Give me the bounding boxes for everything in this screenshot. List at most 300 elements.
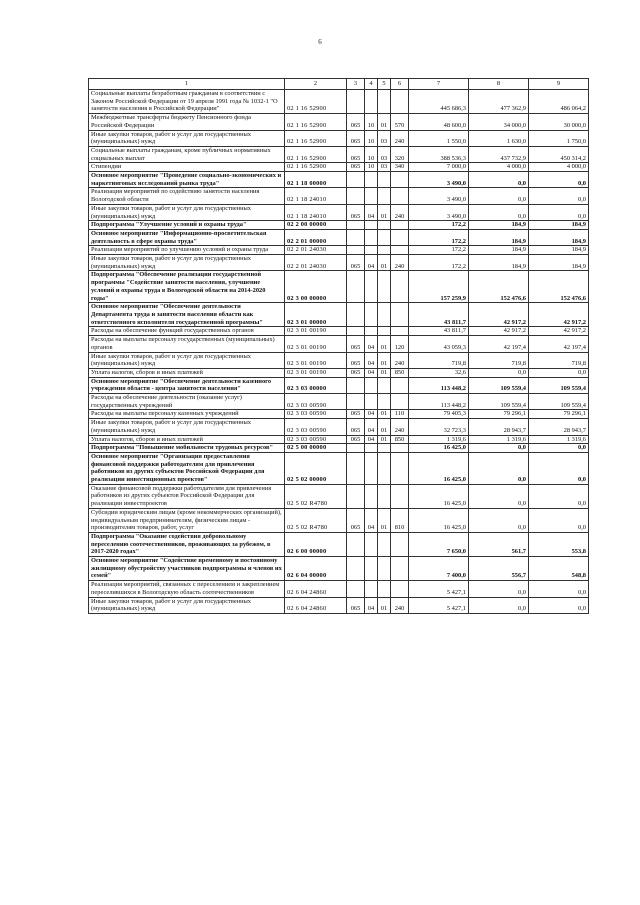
row-amount-3: 42 197,4: [529, 336, 589, 352]
row-code: 02 5 00 00000: [285, 444, 347, 453]
row-amount-1: 172,2: [409, 255, 469, 271]
row-expense-type: 240: [391, 597, 409, 613]
row-amount-1: 1 550,0: [409, 130, 469, 146]
row-ministry: [347, 246, 365, 255]
row-amount-2: 0,0: [469, 444, 529, 453]
row-code: 02 3 03 00590: [285, 435, 347, 444]
table-row: [89, 255, 589, 271]
row-section: 10: [365, 146, 378, 162]
row-code: 02 3 01 00190: [285, 327, 347, 336]
row-subsection: [378, 271, 391, 303]
row-ministry: [347, 557, 365, 581]
row-name: Оказание финансовой поддержки работодателям для привлечения работников из других субъектов Российской Федерации для реализации инвестпроектов: [89, 484, 285, 508]
row-ministry: 065: [347, 368, 365, 377]
row-code: 02 1 16 52900: [285, 130, 347, 146]
row-expense-type: [391, 377, 409, 393]
row-subsection: 01: [378, 435, 391, 444]
row-name: Подпрограмма "Обеспечение реализации государственной программы "Содействие занятости населения, улучшение условий и охраны труда в Вологодской области на 2014-2020 годы": [89, 271, 285, 303]
row-name: Реализация мероприятий по улучшению условий и охраны труда: [89, 246, 285, 255]
row-ministry: [347, 271, 365, 303]
row-section: 10: [365, 163, 378, 172]
row-amount-1: 172,2: [409, 246, 469, 255]
row-amount-1: 113 448,2: [409, 394, 469, 410]
row-expense-type: 240: [391, 130, 409, 146]
row-amount-3: 719,8: [529, 352, 589, 368]
row-section: [365, 327, 378, 336]
row-code: 02 2 01 24030: [285, 246, 347, 255]
row-amount-1: 16 425,0: [409, 444, 469, 453]
row-section: [365, 246, 378, 255]
row-ministry: 065: [347, 336, 365, 352]
row-expense-type: [391, 271, 409, 303]
row-amount-3: 152 476,6: [529, 271, 589, 303]
row-code: 02 6 04 00000: [285, 557, 347, 581]
row-expense-type: [391, 452, 409, 484]
row-code: 02 3 01 00000: [285, 303, 347, 327]
row-amount-3: 0,0: [529, 368, 589, 377]
row-subsection: 01: [378, 352, 391, 368]
row-ministry: 065: [347, 597, 365, 613]
row-section: [365, 444, 378, 453]
table-row: [89, 163, 589, 172]
row-name: Подпрограмма "Повышение мобильности трудовых ресурсов": [89, 444, 285, 453]
row-section: 04: [365, 352, 378, 368]
table-row: [89, 532, 589, 556]
row-subsection: 01: [378, 114, 391, 130]
row-section: [365, 229, 378, 245]
row-amount-3: 0,0: [529, 172, 589, 188]
row-expense-type: [391, 229, 409, 245]
row-code: 02 3 03 00000: [285, 377, 347, 393]
row-name: Иные закупки товаров, работ и услуг для государственных (муниципальных) нужд: [89, 255, 285, 271]
row-amount-1: 157 259,9: [409, 271, 469, 303]
row-section: 10: [365, 130, 378, 146]
row-subsection: [378, 188, 391, 204]
row-amount-3: 450 314,2: [529, 146, 589, 162]
row-amount-3: 184,9: [529, 255, 589, 271]
row-amount-3: 28 943,7: [529, 419, 589, 435]
row-amount-1: 1 319,6: [409, 435, 469, 444]
table-row: [89, 221, 589, 230]
row-section: [365, 303, 378, 327]
row-code: 02 6 04 24860: [285, 597, 347, 613]
row-subsection: [378, 452, 391, 484]
row-amount-1: 388 536,3: [409, 146, 469, 162]
row-section: 10: [365, 114, 378, 130]
row-amount-3: 0,0: [529, 188, 589, 204]
row-amount-2: 477 362,9: [469, 90, 529, 114]
row-section: [365, 221, 378, 230]
row-code: 02 1 16 52900: [285, 163, 347, 172]
row-expense-type: 240: [391, 419, 409, 435]
row-name: Иные закупки товаров, работ и услуг для государственных (муниципальных) нужд: [89, 352, 285, 368]
row-section: [365, 581, 378, 597]
row-amount-3: 0,0: [529, 204, 589, 220]
row-subsection: 01: [378, 255, 391, 271]
table-row: [89, 327, 589, 336]
row-subsection: 01: [378, 508, 391, 532]
table-row: [89, 114, 589, 130]
row-amount-2: 437 732,9: [469, 146, 529, 162]
row-ministry: [347, 377, 365, 393]
row-subsection: [378, 581, 391, 597]
table-row: [89, 336, 589, 352]
row-code: 02 1 18 00000: [285, 172, 347, 188]
row-amount-1: 3 490,0: [409, 172, 469, 188]
row-amount-3: 184,9: [529, 229, 589, 245]
row-code: 02 3 00 00000: [285, 271, 347, 303]
row-amount-2: 0,0: [469, 368, 529, 377]
row-section: 04: [365, 508, 378, 532]
row-amount-1: 5 427,1: [409, 581, 469, 597]
row-amount-2: 0,0: [469, 508, 529, 532]
row-expense-type: 240: [391, 204, 409, 220]
row-name: Социальные выплаты безработным гражданам в соответствии с Законом Российской Федерации от 19 апреля 1991 года № 1032-1 "О занятости населения в Российской Федерации": [89, 90, 285, 114]
row-amount-3: 0,0: [529, 484, 589, 508]
table-row: [89, 303, 589, 327]
row-amount-2: 4 000,0: [469, 163, 529, 172]
row-amount-1: 7 650,0: [409, 532, 469, 556]
row-section: 04: [365, 597, 378, 613]
row-amount-2: 0,0: [469, 581, 529, 597]
table-row: [89, 435, 589, 444]
row-expense-type: 240: [391, 352, 409, 368]
row-name: Основное мероприятие "Обеспечение деятельности казенного учреждения области - центра занятости населения": [89, 377, 285, 393]
row-amount-1: 7 400,0: [409, 557, 469, 581]
row-amount-1: 172,2: [409, 229, 469, 245]
col-header-8: 8: [469, 79, 529, 90]
row-subsection: [378, 394, 391, 410]
row-expense-type: [391, 557, 409, 581]
row-subsection: 01: [378, 597, 391, 613]
row-amount-2: 556,7: [469, 557, 529, 581]
row-ministry: [347, 327, 365, 336]
row-name: Межбюджетные трансферты бюджету Пенсионного фонда Российской Федерации: [89, 114, 285, 130]
row-ministry: 065: [347, 163, 365, 172]
row-expense-type: [391, 394, 409, 410]
row-expense-type: 570: [391, 114, 409, 130]
col-header-4: 4: [365, 79, 378, 90]
row-amount-1: 16 425,0: [409, 484, 469, 508]
table-row: [89, 246, 589, 255]
row-expense-type: [391, 303, 409, 327]
col-header-5: 5: [378, 79, 391, 90]
row-amount-3: 0,0: [529, 444, 589, 453]
row-amount-2: 109 559,4: [469, 394, 529, 410]
row-amount-1: 48 600,0: [409, 114, 469, 130]
row-subsection: 03: [378, 163, 391, 172]
row-amount-2: 184,9: [469, 221, 529, 230]
row-section: 04: [365, 336, 378, 352]
row-ministry: [347, 444, 365, 453]
row-section: [365, 172, 378, 188]
row-amount-1: 16 425,0: [409, 452, 469, 484]
table-row: [89, 581, 589, 597]
row-amount-2: 0,0: [469, 452, 529, 484]
row-amount-3: 184,9: [529, 246, 589, 255]
row-amount-2: 1 630,0: [469, 130, 529, 146]
row-amount-1: 3 490,0: [409, 188, 469, 204]
row-expense-type: 240: [391, 255, 409, 271]
row-subsection: 03: [378, 146, 391, 162]
row-section: [365, 377, 378, 393]
row-ministry: 065: [347, 114, 365, 130]
header-row: [89, 79, 589, 90]
row-name: Подпрограмма "Улучшение условий и охраны труда": [89, 221, 285, 230]
row-subsection: [378, 532, 391, 556]
col-header-3: 3: [347, 79, 365, 90]
row-section: [365, 188, 378, 204]
row-code: 02 2 00 00000: [285, 221, 347, 230]
row-code: 02 3 03 00590: [285, 410, 347, 419]
row-expense-type: 120: [391, 336, 409, 352]
row-amount-3: 1 319,6: [529, 435, 589, 444]
row-amount-2: 184,9: [469, 229, 529, 245]
table-row: [89, 452, 589, 484]
row-ministry: [347, 90, 365, 114]
row-code: 02 2 01 24030: [285, 255, 347, 271]
row-subsection: 01: [378, 410, 391, 419]
row-amount-1: 113 448,2: [409, 377, 469, 393]
row-expense-type: 850: [391, 368, 409, 377]
row-amount-3: 42 917,2: [529, 327, 589, 336]
row-name: Уплата налогов, сборов и иных платежей: [89, 368, 285, 377]
row-subsection: 01: [378, 368, 391, 377]
row-amount-2: 79 296,1: [469, 410, 529, 419]
col-header-7: 7: [409, 79, 469, 90]
row-amount-1: 43 059,3: [409, 336, 469, 352]
row-name: Основное мероприятие "Проведение социально-экономических и маркетинговых исследований рынка труда": [89, 172, 285, 188]
table-body: [89, 79, 589, 614]
row-amount-3: 0,0: [529, 508, 589, 532]
row-amount-1: 445 686,3: [409, 90, 469, 114]
row-expense-type: [391, 172, 409, 188]
row-section: [365, 484, 378, 508]
table-row: [89, 597, 589, 613]
table-row: [89, 508, 589, 532]
row-amount-3: 42 917,2: [529, 303, 589, 327]
row-ministry: 065: [347, 146, 365, 162]
row-code: 02 3 01 00190: [285, 352, 347, 368]
col-header-9: 9: [529, 79, 589, 90]
row-code: 02 2 01 00000: [285, 229, 347, 245]
row-subsection: [378, 557, 391, 581]
table-row: [89, 444, 589, 453]
row-expense-type: [391, 188, 409, 204]
row-name: Иные закупки товаров, работ и услуг для государственных (муниципальных) нужд: [89, 597, 285, 613]
row-subsection: 03: [378, 130, 391, 146]
row-subsection: 01: [378, 336, 391, 352]
row-name: Основное мероприятие "Обеспечение деятельности Департамента труда и занятости населения области как ответственного исполнителя государственной программы": [89, 303, 285, 327]
row-ministry: 065: [347, 419, 365, 435]
table-row: [89, 557, 589, 581]
row-amount-3: 0,0: [529, 581, 589, 597]
row-subsection: [378, 90, 391, 114]
row-amount-2: 1 319,6: [469, 435, 529, 444]
row-expense-type: [391, 581, 409, 597]
row-code: 02 1 16 52900: [285, 114, 347, 130]
row-expense-type: 810: [391, 508, 409, 532]
row-ministry: [347, 172, 365, 188]
row-amount-1: 79 405,3: [409, 410, 469, 419]
row-amount-2: 184,9: [469, 246, 529, 255]
row-amount-1: 172,2: [409, 221, 469, 230]
row-amount-3: 79 296,1: [529, 410, 589, 419]
row-name: Иные закупки товаров, работ и услуг для государственных (муниципальных) нужд: [89, 130, 285, 146]
row-name: Основное мероприятие "Организация предоставления финансовой поддержки работодателям для привлечения работников из других субъектов Российской Федерации для реализации инвестиционных проектов": [89, 452, 285, 484]
row-name: Основное мероприятие "Информационно-просветительская деятельность в сфере охраны труда": [89, 229, 285, 245]
table-row: [89, 172, 589, 188]
row-amount-3: 486 064,2: [529, 90, 589, 114]
row-section: [365, 452, 378, 484]
row-subsection: [378, 246, 391, 255]
row-amount-3: 109 559,4: [529, 377, 589, 393]
row-name: Субсидии юридическим лицам (кроме некоммерческих организаций), индивидуальным предпринимателям, физическим лицам - производителям товаров, работ, услуг: [89, 508, 285, 532]
row-expense-type: [391, 484, 409, 508]
row-code: 02 5 02 R4780: [285, 508, 347, 532]
row-amount-3: 184,9: [529, 221, 589, 230]
row-amount-3: 0,0: [529, 597, 589, 613]
table-row: [89, 204, 589, 220]
row-amount-3: 109 559,4: [529, 394, 589, 410]
row-name: Реализация мероприятий, связанных с переселением и закреплением переселившихся в Вологодскую область соотечественников: [89, 581, 285, 597]
row-amount-2: 719,8: [469, 352, 529, 368]
row-section: 04: [365, 204, 378, 220]
page-number: 6: [318, 38, 322, 46]
row-amount-1: 43 811,7: [409, 327, 469, 336]
row-ministry: 065: [347, 435, 365, 444]
row-amount-2: 184,9: [469, 255, 529, 271]
row-amount-2: 34 000,0: [469, 114, 529, 130]
row-name: Расходы на выплаты персоналу государственных (муниципальных) органов: [89, 336, 285, 352]
row-code: 02 6 04 24860: [285, 581, 347, 597]
table-row: [89, 271, 589, 303]
row-amount-1: 5 427,1: [409, 597, 469, 613]
row-amount-1: 43 811,7: [409, 303, 469, 327]
row-amount-2: 42 197,4: [469, 336, 529, 352]
row-subsection: [378, 327, 391, 336]
row-code: 02 1 18 24010: [285, 188, 347, 204]
row-code: 02 3 01 00190: [285, 368, 347, 377]
row-code: 02 3 03 00590: [285, 419, 347, 435]
row-subsection: [378, 172, 391, 188]
table-row: [89, 368, 589, 377]
row-section: [365, 557, 378, 581]
row-code: 02 6 00 00000: [285, 532, 347, 556]
row-amount-3: 548,8: [529, 557, 589, 581]
row-expense-type: [391, 90, 409, 114]
col-header-1: 1: [89, 79, 285, 90]
table-row: [89, 130, 589, 146]
table-row: [89, 352, 589, 368]
row-section: [365, 271, 378, 303]
row-subsection: [378, 444, 391, 453]
row-subsection: [378, 221, 391, 230]
row-section: 04: [365, 410, 378, 419]
table-row: [89, 484, 589, 508]
row-code: 02 3 01 00190: [285, 336, 347, 352]
row-ministry: [347, 394, 365, 410]
row-amount-2: 0,0: [469, 172, 529, 188]
table-row: [89, 146, 589, 162]
col-header-6: 6: [391, 79, 409, 90]
row-name: Расходы на обеспечение функций государственных органов: [89, 327, 285, 336]
row-ministry: [347, 452, 365, 484]
row-name: Иные закупки товаров, работ и услуг для государственных (муниципальных) нужд: [89, 204, 285, 220]
table-row: [89, 377, 589, 393]
row-ministry: [347, 303, 365, 327]
row-subsection: [378, 303, 391, 327]
row-amount-2: 561,7: [469, 532, 529, 556]
row-section: 04: [365, 255, 378, 271]
row-amount-2: 0,0: [469, 188, 529, 204]
row-amount-2: 42 917,2: [469, 327, 529, 336]
table-row: [89, 419, 589, 435]
row-name: Основное мероприятие "Содействие временному и постоянному жилищному обустройству участников подпрограммы и членов их семей": [89, 557, 285, 581]
row-expense-type: 110: [391, 410, 409, 419]
row-expense-type: [391, 221, 409, 230]
row-ministry: [347, 484, 365, 508]
row-amount-1: 719,8: [409, 352, 469, 368]
row-amount-3: 0,0: [529, 452, 589, 484]
row-amount-2: 0,0: [469, 597, 529, 613]
row-amount-2: 0,0: [469, 484, 529, 508]
row-name: Реализация мероприятий по содействию занятости населения Вологодской области: [89, 188, 285, 204]
row-name: Уплата налогов, сборов и иных платежей: [89, 435, 285, 444]
table-row: [89, 394, 589, 410]
row-ministry: [347, 581, 365, 597]
row-amount-1: 3 490,0: [409, 204, 469, 220]
row-expense-type: [391, 532, 409, 556]
table-row: [89, 90, 589, 114]
row-amount-3: 1 750,0: [529, 130, 589, 146]
row-code: 02 1 16 52900: [285, 146, 347, 162]
budget-table: [88, 78, 589, 614]
row-subsection: [378, 377, 391, 393]
row-ministry: 065: [347, 255, 365, 271]
row-section: 04: [365, 368, 378, 377]
row-expense-type: [391, 327, 409, 336]
row-section: 04: [365, 419, 378, 435]
row-ministry: 065: [347, 508, 365, 532]
row-ministry: 065: [347, 130, 365, 146]
row-section: 04: [365, 435, 378, 444]
row-amount-2: 152 476,6: [469, 271, 529, 303]
row-name: Стипендии: [89, 163, 285, 172]
row-subsection: [378, 484, 391, 508]
row-name: Иные закупки товаров, работ и услуг для государственных (муниципальных) нужд: [89, 419, 285, 435]
row-expense-type: [391, 246, 409, 255]
row-amount-3: 553,8: [529, 532, 589, 556]
row-section: [365, 90, 378, 114]
row-subsection: 01: [378, 204, 391, 220]
row-ministry: [347, 221, 365, 230]
row-amount-2: 0,0: [469, 204, 529, 220]
row-ministry: 065: [347, 410, 365, 419]
row-ministry: 065: [347, 204, 365, 220]
row-subsection: 01: [378, 419, 391, 435]
row-ministry: [347, 229, 365, 245]
row-name: Социальные выплаты гражданам, кроме публичных нормативных социальных выплат: [89, 146, 285, 162]
row-ministry: [347, 188, 365, 204]
row-amount-3: 4 000,0: [529, 163, 589, 172]
table-row: [89, 188, 589, 204]
row-code: 02 5 02 00000: [285, 452, 347, 484]
table-row: [89, 229, 589, 245]
row-section: [365, 532, 378, 556]
row-amount-1: 32,6: [409, 368, 469, 377]
table-row: [89, 410, 589, 419]
